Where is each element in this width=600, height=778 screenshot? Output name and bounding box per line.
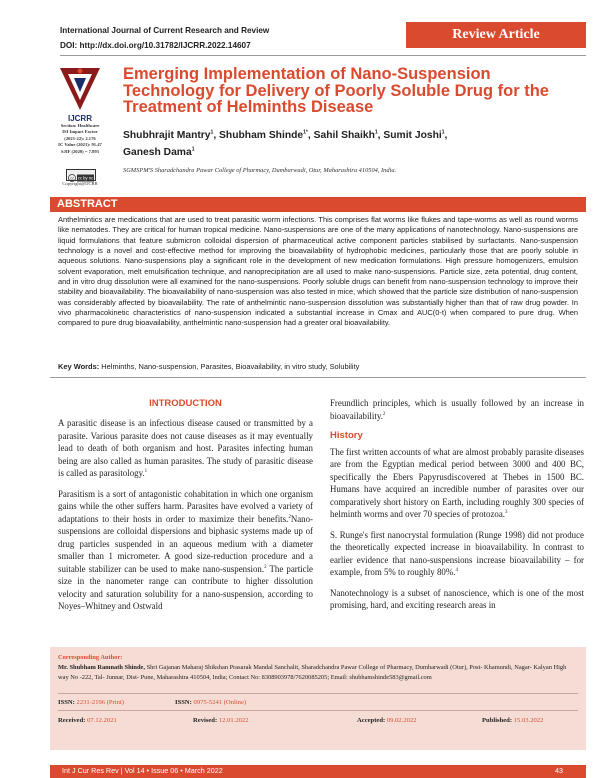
keywords-text: Helminths, Nano-suspension, Parasites, Bioavailability, in vitro study, Solubility bbox=[101, 362, 360, 371]
footer-citation: Int J Cur Res Rev | Vol 14 • Issue 06 • March 2022 bbox=[62, 766, 223, 775]
paragraph: A parasitic disease is an infectious disease caused or transmitted by a parasite. Various parasite does not cause diseases as it may eventually lead to death of both organism and host. Parasites infecting human being are also called as human parasites. The study of parasitic disease is called as parasitology.$^1$ bbox=[58, 418, 313, 478]
cc-license-icon bbox=[66, 169, 96, 181]
revised-date: Revised: 12.01.2022 bbox=[193, 717, 249, 724]
paragraph: S. Runge's first nanocrystal formulation (Runge 1998) did not produce the theoretically expected increase in bioavailability. In contrast to earlier evidence that nano-suspensions increase bioavailability – for example, from 5% to roughly 80%.$^4$ bbox=[330, 529, 584, 577]
isi-value: (2021-22): 2.176 bbox=[64, 135, 96, 141]
journal-logo bbox=[56, 64, 104, 114]
abstract-heading: ABSTRACT bbox=[57, 198, 118, 210]
history-heading: History bbox=[330, 430, 363, 441]
paragraph: The first written accounts of what are almost probably parasite diseases are from the Egyptian medical period between 3000 and 400 BC, specifically the Ebers Papyrusdiscovered at Thebes in 1500 BC. Humans have acquired an incredible number of parasites over our comparatively short history on Earth, including roughly 300 species of helminth worms and over 70 species of protozoa.$^3$ bbox=[330, 446, 584, 519]
published-date: Published: 15.03.2022 bbox=[482, 717, 544, 724]
doi-link[interactable]: DOI: http://dx.doi.org/10.31782/IJCRR.2022.14607 bbox=[60, 41, 251, 50]
corr-label: Corresponding Author: bbox=[58, 654, 123, 661]
corr-divider bbox=[58, 693, 578, 694]
sjif-value: SJIF (2020) = 7.893 bbox=[61, 148, 99, 154]
article-title: Emerging Implementation of Nano-Suspension Technology for Delivery of Poorly Soluble Drug for the Treatment of Helminths Disease bbox=[123, 65, 549, 116]
journal-metrics bbox=[52, 123, 108, 155]
section-label: Section: Healthcare bbox=[60, 123, 100, 128]
header-divider bbox=[60, 55, 586, 56]
ic-value: IC Value (2021): 91.47 bbox=[58, 142, 102, 148]
corr-name: Mr. Shubham Ramnath Shinde, bbox=[58, 664, 145, 671]
svg-text:cc: cc bbox=[70, 175, 74, 181]
author-name: Sumit Joshi bbox=[383, 130, 442, 141]
keywords bbox=[58, 362, 578, 371]
issn-online: ISSN: 0975-5241 (Online) bbox=[175, 699, 247, 706]
article-type-badge: Review Article bbox=[406, 22, 586, 48]
received-date: Received: 07.12.2021 bbox=[58, 717, 117, 724]
left-column bbox=[58, 417, 313, 621]
correspondence-text bbox=[58, 653, 578, 683]
issn-print: ISSN: 2231-2196 (Print) bbox=[58, 699, 124, 706]
author-name: Shubham Shinde bbox=[219, 130, 304, 141]
corr-details: Shri Gajanan Maharaj Shikshan Prasarak Mandal Sanchalit, Sharadchandra Pawar College of Pharmacy, Dumbarwadi (Otur), Post- Khamundi, Nagar- Kalyan High way No -222, Tal- Junnar, Dist- Pune, Maharashtra 410504, India; Contact No: 8308903978/7620085205; Email: shubhamshinde583@gmail.com bbox=[58, 664, 567, 681]
author-list: Shubhrajit Mantry$^1$, Shubham Shinde$^{1*}$, Sahil Shaikh$^1$, Sumit Joshi$^1$, Ganesh Dama$^1$ bbox=[123, 129, 448, 158]
logo-label: IJCRR bbox=[67, 114, 92, 123]
copyright-label: Copyright@IJCRR bbox=[62, 181, 98, 186]
author-name: Sahil Shaikh bbox=[313, 130, 375, 141]
keywords-label: Key Words: bbox=[58, 362, 100, 371]
keywords-divider bbox=[50, 377, 586, 378]
abstract-heading-bar bbox=[50, 197, 586, 212]
affiliation: SGMSPM'S Sharadchandra Pawar College of Pharmacy, Dumbarwadi, Otur, Maharashtra 410504, India. bbox=[123, 167, 397, 174]
right-column bbox=[330, 397, 584, 620]
intro-heading: INTRODUCTION bbox=[149, 398, 222, 409]
accepted-date: Accepted: 09.02.2022 bbox=[357, 717, 417, 724]
isi-label: ISI Impact Factor bbox=[62, 129, 98, 135]
abstract-body: Anthelmintics are medications that are used to treat parasitic worm infections. This comprises flat worms like flukes and tape-worms as well as round worms like nematodes. They are critical for human tropical medicine. Nano-suspensions are one of the many applications of nanotechnology. Nano-suspensions are liquid formulations that feature submicron colloidal dispersion of pharmaceutical active component particles stabilised by surfactants. Nano-suspension technology is a novel and cost-effective method for improving the bioavailability of hydrophobic medicines, particularly those that are poorly soluble in aqueous solutions. Nano-suspensions play a significant role in the development of new medication formulations. High pressure homogenizers, emulsion solvent evaporation, melt emulsification technique, and nanoprecipitation are all used to make nano-suspensions. Particle size, zeta potential, drug content, and in vitro drug dissolution were all examined for the nano-suspensions. Poorly soluble drugs can benefit from nano-suspension technology to improve their stability and bioavailability. The bioavailability of nano-suspension was also tested in mice, which showed that the particle size distribution of nano-suspension was considerably affected by bioavailability. The rate of anthelmintic nano-suspension dissolution was substantially higher than that of raw drug powder. In vivo pharmacokinetic characteristics of nano-suspension indicated a substantial increase in Cmax and AUC(0-t) when compared to pure drug. When compared to pure drug bioavailability, anthelmintic nano-suspension had a greater oral bioavailability. bbox=[58, 215, 578, 328]
paragraph: Parasitism is a sort of antagonistic cohabitation in which one organism gains while the other suffers harm. Parasites have evolved a variety of adaptations to their hosts in order to maximize their benefits.$^2$Nano-suspensions are colloidal dispersions and biphasic systems made up of drug particles suspended in an aqueous medium with a diameter smaller than 1 micrometer. A good size-reduction procedure and a suitable stabilizer can be used to make nano-suspension.$^2$ The particle size in the nanometer range can contribute to higher dissolution velocity and saturation solubility for a nano-suspension, according to Noyes–Whitney and Ostwald bbox=[58, 488, 313, 611]
author-name: Shubhrajit Mantry bbox=[123, 130, 211, 141]
journal-name: International Journal of Current Research and Review bbox=[60, 26, 270, 35]
paragraph: Freundlich principles, which is usually followed by an increase in bioavailability.$^2$ bbox=[330, 398, 584, 421]
paragraph: Nanotechnology is a subset of nanoscience, which is one of the most promising, hard, and exciting research areas in bbox=[330, 587, 584, 610]
author-name: Ganesh Dama bbox=[123, 147, 192, 158]
cc-license-label: cc by nc bbox=[77, 175, 94, 181]
page-number: 43 bbox=[555, 766, 563, 775]
corr-divider bbox=[58, 710, 578, 711]
